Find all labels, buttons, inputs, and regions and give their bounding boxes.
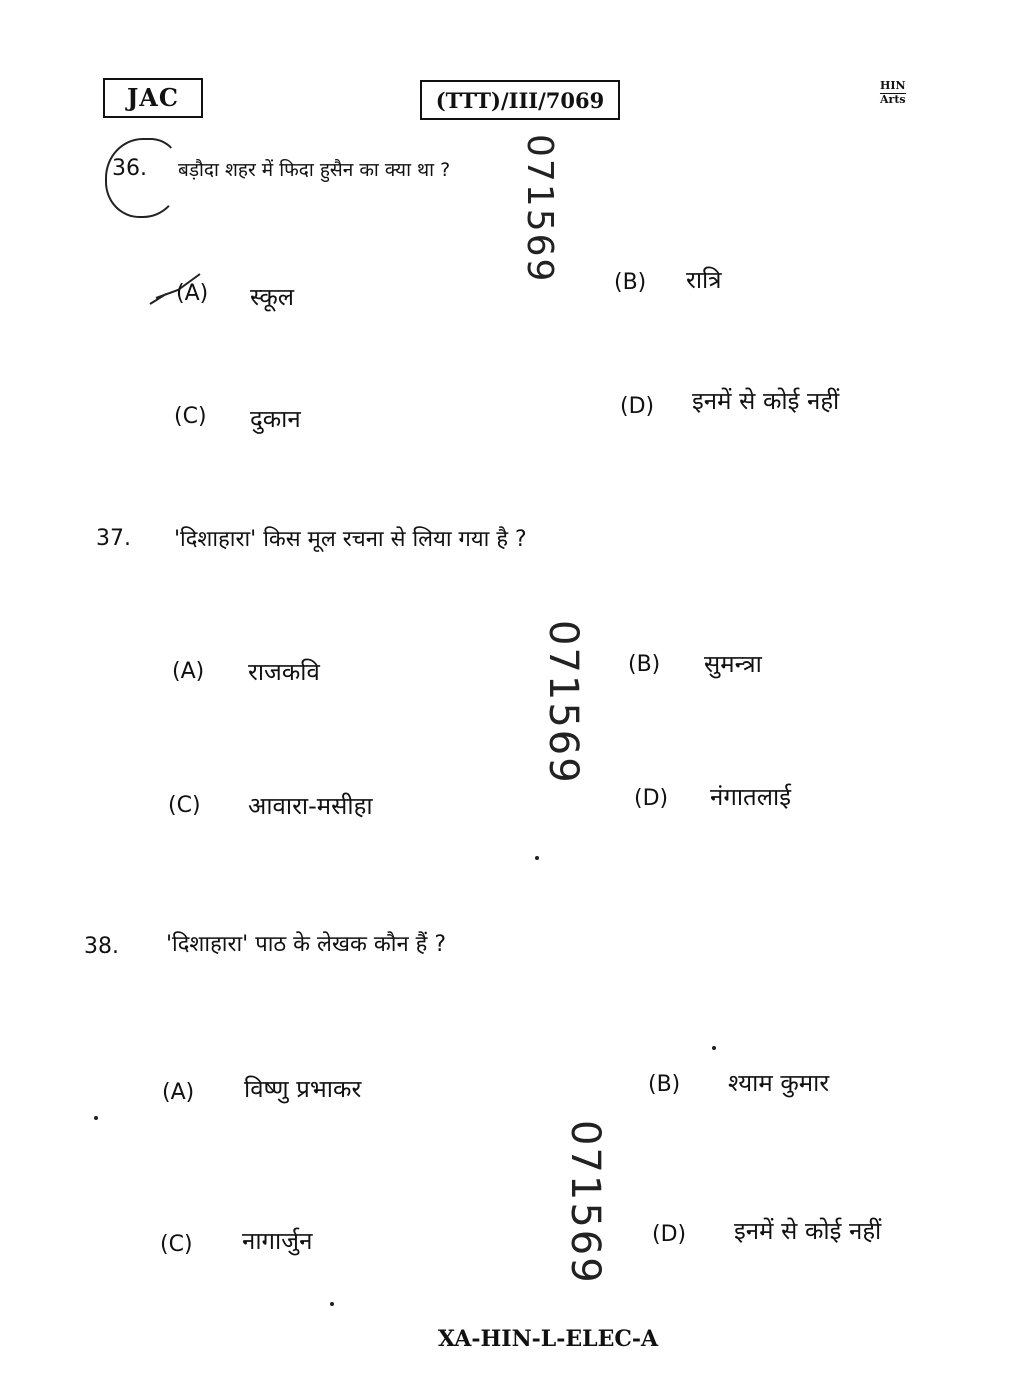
option-label: (D): [634, 786, 669, 811]
option-text: रात्रि: [686, 266, 722, 294]
scan-dot: [94, 1116, 98, 1120]
question-text: 'दिशाहारा' किस मूल रचना से लिया गया है ?: [174, 527, 527, 552]
option-text: नंगातलाई: [710, 783, 791, 811]
question-text: 'दिशाहारा' पाठ के लेखक कौन हैं ?: [166, 932, 447, 957]
option-text: विष्णु प्रभाकर: [244, 1075, 362, 1103]
paper-code: (TTT)/III/7069: [420, 80, 620, 120]
stamp-number: 071569: [562, 1120, 608, 1285]
option-label: (B): [628, 652, 661, 677]
option-text: राजकवि: [248, 658, 320, 686]
option-label: (A): [176, 281, 209, 306]
scan-dot: [712, 1046, 716, 1050]
option-label: (D): [652, 1222, 687, 1247]
option-label: (A): [172, 659, 205, 684]
option-text: श्याम कुमार: [728, 1069, 830, 1097]
board-label: JAC: [103, 78, 203, 118]
option-text: इनमें से कोई नहीं: [692, 387, 840, 415]
option-label: (C): [168, 793, 201, 818]
scan-dot: [330, 1302, 334, 1306]
question-number: 37.: [96, 526, 131, 551]
stamp-number: 071569: [519, 134, 560, 284]
subject-stream: Arts: [880, 93, 906, 106]
footer-code: XA-HIN-L-ELEC-A: [438, 1326, 659, 1352]
option-text: सुमन्त्रा: [704, 650, 762, 678]
question-number: 38.: [84, 934, 119, 959]
option-text: स्कूल: [250, 283, 295, 311]
subject-code: HIN: [880, 79, 906, 92]
question-text: बड़ौदा शहर में फिदा हुसैन का क्या था ?: [178, 159, 451, 181]
option-text: नागार्जुन: [242, 1227, 313, 1255]
option-label: (D): [620, 394, 655, 419]
option-label: (C): [160, 1232, 193, 1257]
question-number: 36.: [112, 156, 147, 181]
scan-dot: [535, 856, 539, 860]
option-text: दुकान: [250, 405, 301, 433]
option-text: इनमें से कोई नहीं: [734, 1217, 882, 1245]
subject-label: [880, 80, 906, 106]
stamp-number: 071569: [540, 620, 586, 785]
option-label: (B): [648, 1072, 681, 1097]
option-text: आवारा-मसीहा: [248, 792, 373, 820]
option-label: (C): [174, 404, 207, 429]
option-label: (A): [162, 1080, 195, 1105]
option-label: (B): [614, 270, 647, 295]
